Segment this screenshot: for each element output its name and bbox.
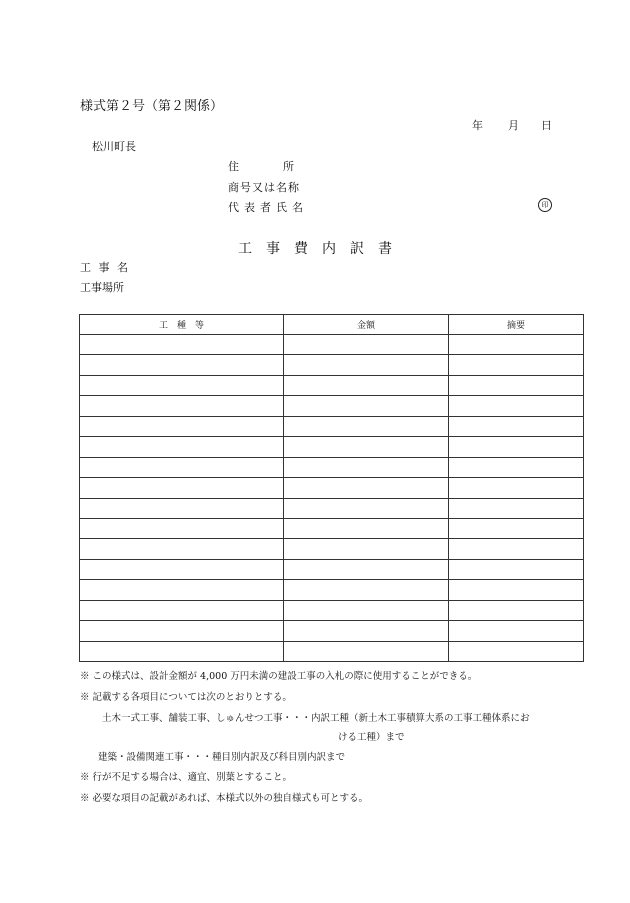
amount-cell[interactable] (284, 478, 449, 498)
work-type-cell[interactable] (80, 437, 284, 457)
table-row (80, 518, 584, 538)
remarks-cell[interactable] (449, 355, 584, 375)
date-year-label: 年 (472, 119, 483, 132)
remarks-cell[interactable] (449, 457, 584, 477)
work-type-cell[interactable] (80, 355, 284, 375)
remarks-cell[interactable] (449, 498, 584, 518)
note-2: ※ 記載する各項目については次のとおりとする。 (80, 692, 292, 703)
remarks-cell[interactable] (449, 621, 584, 641)
table-row (80, 559, 584, 579)
remarks-cell[interactable] (449, 600, 584, 620)
amount-cell[interactable] (284, 416, 449, 436)
remarks-cell[interactable] (449, 478, 584, 498)
table-body (80, 335, 584, 662)
table-row (80, 621, 584, 641)
amount-cell[interactable] (284, 375, 449, 395)
construction-name-label: 工 事 名 (80, 261, 130, 274)
representative-label: 代表者氏名 (228, 201, 308, 214)
note-4: ※ 必要な項目の記載があれば、本様式以外の独自様式も可とする。 (80, 793, 369, 804)
note-2-item-civil-line1: 土木一式工事、舗装工事、しゅんせつ工事・・・内訳工種（新土木工事積算大系の工事工種体系にお (102, 713, 530, 724)
work-type-cell[interactable] (80, 539, 284, 559)
amount-cell[interactable] (284, 335, 449, 355)
remarks-cell[interactable] (449, 437, 584, 457)
amount-cell[interactable] (284, 355, 449, 375)
table-row (80, 416, 584, 436)
work-type-cell[interactable] (80, 335, 284, 355)
table-row (80, 396, 584, 416)
date-day-label: 日 (541, 119, 552, 132)
date-month-label: 月 (508, 119, 519, 132)
document-title: 工事費内訳書 (238, 241, 406, 257)
address-label: 住 所 (228, 160, 294, 173)
column-header-work-type: 工 種 等 (80, 315, 284, 335)
work-type-cell[interactable] (80, 621, 284, 641)
work-type-cell[interactable] (80, 559, 284, 579)
note-1: ※ この様式は、設計金額が 4,000 万円未満の建設工事の入札の際に使用することができる。 (80, 671, 478, 682)
note-2-item-building: 建築・設備関連工事・・・種目別内訳及び科目別内訳まで (98, 752, 346, 763)
table-row (80, 437, 584, 457)
table-row (80, 600, 584, 620)
table-row (80, 335, 584, 355)
addressee: 松川町長 (92, 140, 136, 153)
amount-cell[interactable] (284, 437, 449, 457)
column-header-amount: 金額 (284, 315, 449, 335)
breakdown-table (79, 314, 584, 662)
remarks-cell[interactable] (449, 539, 584, 559)
table-row (80, 580, 584, 600)
amount-cell[interactable] (284, 621, 449, 641)
work-type-cell[interactable] (80, 498, 284, 518)
amount-cell[interactable] (284, 518, 449, 538)
amount-cell[interactable] (284, 580, 449, 600)
amount-cell[interactable] (284, 457, 449, 477)
remarks-cell[interactable] (449, 518, 584, 538)
work-type-cell[interactable] (80, 457, 284, 477)
work-type-cell[interactable] (80, 396, 284, 416)
form-number: 様式第２号（第２関係） (80, 99, 224, 114)
amount-cell[interactable] (284, 559, 449, 579)
work-type-cell[interactable] (80, 416, 284, 436)
remarks-cell[interactable] (449, 396, 584, 416)
work-type-cell[interactable] (80, 641, 284, 661)
company-name-label: 商号又は名称 (228, 181, 300, 194)
amount-cell[interactable] (284, 498, 449, 518)
note-2-item-civil-line2: ける工種）まで (338, 732, 405, 743)
remarks-cell[interactable] (449, 375, 584, 395)
table-row (80, 355, 584, 375)
work-type-cell[interactable] (80, 478, 284, 498)
remarks-cell[interactable] (449, 641, 584, 661)
table-row (80, 498, 584, 518)
seal-icon: 印 (538, 198, 552, 212)
work-type-cell[interactable] (80, 580, 284, 600)
remarks-cell[interactable] (449, 416, 584, 436)
table-header-row (80, 315, 584, 335)
work-type-cell[interactable] (80, 518, 284, 538)
remarks-cell[interactable] (449, 580, 584, 600)
remarks-cell[interactable] (449, 335, 584, 355)
amount-cell[interactable] (284, 396, 449, 416)
remarks-cell[interactable] (449, 559, 584, 579)
amount-cell[interactable] (284, 600, 449, 620)
work-type-cell[interactable] (80, 600, 284, 620)
work-type-cell[interactable] (80, 375, 284, 395)
amount-cell[interactable] (284, 539, 449, 559)
construction-site-label: 工事場所 (80, 281, 124, 294)
table-row (80, 539, 584, 559)
column-header-remarks: 摘要 (449, 315, 584, 335)
amount-cell[interactable] (284, 641, 449, 661)
table-row (80, 641, 584, 661)
table-row (80, 457, 584, 477)
table-row (80, 375, 584, 395)
note-3: ※ 行が不足する場合は、適宜、別葉とすること。 (80, 772, 293, 783)
table-row (80, 478, 584, 498)
